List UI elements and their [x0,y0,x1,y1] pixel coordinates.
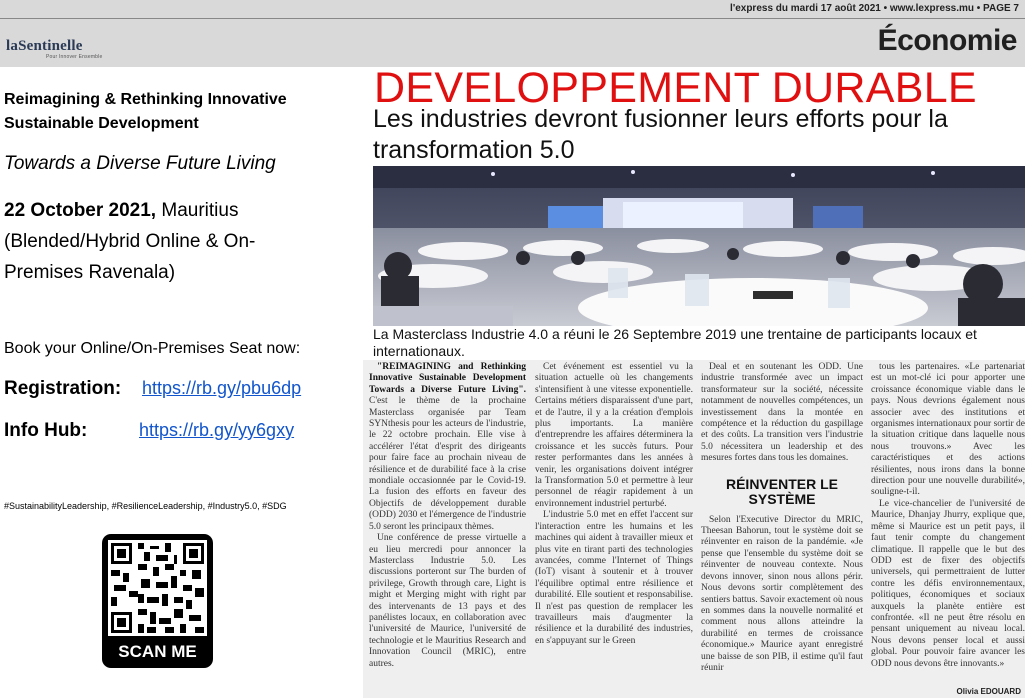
qr-code-card[interactable] [102,534,213,668]
article-byline: Olivia EDOUARD [956,687,1021,696]
event-format-line-2: Premises Ravenala) [4,262,176,283]
logo-tagline: Pour Innover Ensemble [46,54,103,60]
article-column-1 [369,362,526,698]
article-col3-text: Deal et en soutenant les ODD. Une industrie transformée avec un impact transformateur sur la société, nécessite notamment de nouvelles compétences, un investissement dans la montée en compétence et la réduction du gaspillage et des coûts. La transition vers l'industrie 5.0 nécessitera un leadership et des mesures fortes dans tous les domaines. [701,362,863,464]
header-rule [0,18,1025,19]
photo-caption: La Masterclass Industrie 4.0 a réuni le 26 Septembre 2019 une trentaine de participants locaux et internationaux. [373,326,977,359]
article-col2-text-2: L'industrie 5.0 met en effet l'accent sur l'interaction entre les humains et les machines qui aident à travailler mieux et plus vite en tirant parti des technologies avancées, comme l'Internet of Things (IoT) visant à soutenir et à trouver l'équilibre optimal entre résilience et durabilité. Elle soutient et responsabilise. Il n'est pas question de remplacer les travailleurs mais d'augmenter la résilience et la durabilité des industries, en s'appuyant sur le Green [535,510,693,646]
scan-me-label: SCAN ME [118,642,197,661]
event-title-line-2: Sustainable Development [4,115,199,132]
qr-code-icon [108,540,207,636]
event-subtitle: Towards a Diverse Future Living [4,153,276,174]
article-column-2 [535,362,693,698]
article-col4-text: tous les partenaires. «Le partenariat est un mot-clé ici pour apporter une croissance économique viable dans le pays. Nous devrions également nous associer avec des institutions et organismes internationaux pour sortir de la situation critique dans laquelle nous nous trouvons.» Avec les caractéristiques et des actions résilientes, nous irons dans la bonne direction pour une nouvelle durabilité», souligne-t-il. [871,362,1025,498]
event-date-bold: 22 October 2021, [4,200,157,221]
logo-text: laSentinelle [6,38,83,54]
event-title [4,88,287,136]
newspaper-header [0,0,1025,67]
registration-link[interactable]: https://rb.gy/pbu6dp [142,378,302,398]
event-place: Mauritius [156,200,239,221]
event-format-line-1: (Blended/Hybrid Online & On- [4,231,256,252]
article-kicker: DEVELOPPEMENT DURABLE [374,64,977,112]
article-col3-text-2: Selon l'Executive Director du MRIC, Theesan Bahorun, tout le système doit se réinventer en raison de la pandémie. «Je pense que l'ensemble du système doit se réinventer de nouveau contexte. Nous devons innover, sinon nous allons périr. Nous devons sortir complètement des sentiers battus. Savoir exactement où nous en sommes dans la nouvelle normalité et comment nous allons atteindre la durabilité en termes de croissance économique.» Maurice ayant enregistré une baisse de son PIB, il estime qu'il faut réunir [701,514,863,673]
article-headline: Les industries devront fusionner leurs efforts pour la transformation 5.0 [373,105,948,164]
booking-prompt: Book your Online/On-Premises Seat now: [4,340,301,357]
newspaper-topline: l'express du mardi 17 août 2021 • www.lexpress.mu • PAGE 7 [730,3,1019,14]
qr-code[interactable] [108,540,207,636]
event-title-line-1: Reimagining & Rethinking Innovative [4,91,287,108]
article-col2-text: Cet événement est essentiel vu la situation actuelle où les changements s'intensifient à une vitesse exponentielle. Certains métiers disparaissent d'une part, et de l'autre, il y a la création d'emplois plus importants. La manière d'entreprendre les affaires déterminera la croissance et les succès futurs. Pour rester performantes dans les années à venir, les organisations doivent intégrer la Transformation 5.0 et permettre à leur personnel de réagir rapidement à un environnement industriel perturbé. [535,362,693,509]
event-date [4,195,255,288]
info-hub-link[interactable]: https://rb.gy/yy6gxy [139,420,295,440]
article-body [363,360,1025,698]
section-title: Économie [877,24,1017,57]
hashtags: #SustainabilityLeadership, #ResilienceLeadership, #Industry5.0, #SDG [4,501,287,511]
article-lead: "REIMAGINING and Rethinking Innovative Sustainable Development Towards a Diverse Future Living". [369,362,526,395]
info-hub-label: Info Hub: [4,420,88,441]
conference-photo [373,166,1025,326]
conference-room-image [373,166,1025,326]
article-column-4 [871,362,1025,698]
article-subheading: RÉINVENTER LE SYSTÈME [725,475,838,507]
article-col1-text-2: Une conférence de presse virtuelle a eu lieu mercredi pour annoncer la Masterclass Industrie 5.0. Les discussions porteront sur The burden of privilege, Growth through care, Light is might et Merging might with right par des intervenants de 13 pays et des panélistes locaux, en collaboration avec l'université de Maurice, l'université de technologie et le Mauritius Research and Innovation Council (MRIC), entre autres. [369,533,526,669]
article-column-3 [701,362,863,698]
article-col1-text: C'est le thème de la prochaine Masterclass organisée par Team SYNthesis pour les acteurs de l'industrie, le 22 octobre prochain. Elle vise à accélérer l'état d'esprit des dirigeants pour faire face au prochain niveau de résilience et de durabilité face à la crise mondiale occasionnée par le Covid-19. La fusion des efforts en faveur des Objectifs de développement durable (ODD) 2030 et l'émergence de l'industrie 5.0 seront les principaux thèmes. [369,396,526,532]
registration-label: Registration: [4,378,122,399]
sentinelle-logo [6,38,103,60]
article-col4-text-2: Le vice-chancelier de l'université de Maurice, Dhanjay Jhurry, explique que, même si Maurice est un petit pays, il faut tenir compte du changement climatique. Il rappelle que le but des ODD est de fixer des objectifs universels, qui permettraient de lutter contre les défis environnementaux, politiques, économiques et sociaux auxquels la planète entière est confrontée. «Il ne peut être résolu en pensant uniquement au niveau local. Nous devons penser local et aussi global. Pour pouvoir faire avancer les ODD nous devons être innovants.» [871,498,1025,669]
